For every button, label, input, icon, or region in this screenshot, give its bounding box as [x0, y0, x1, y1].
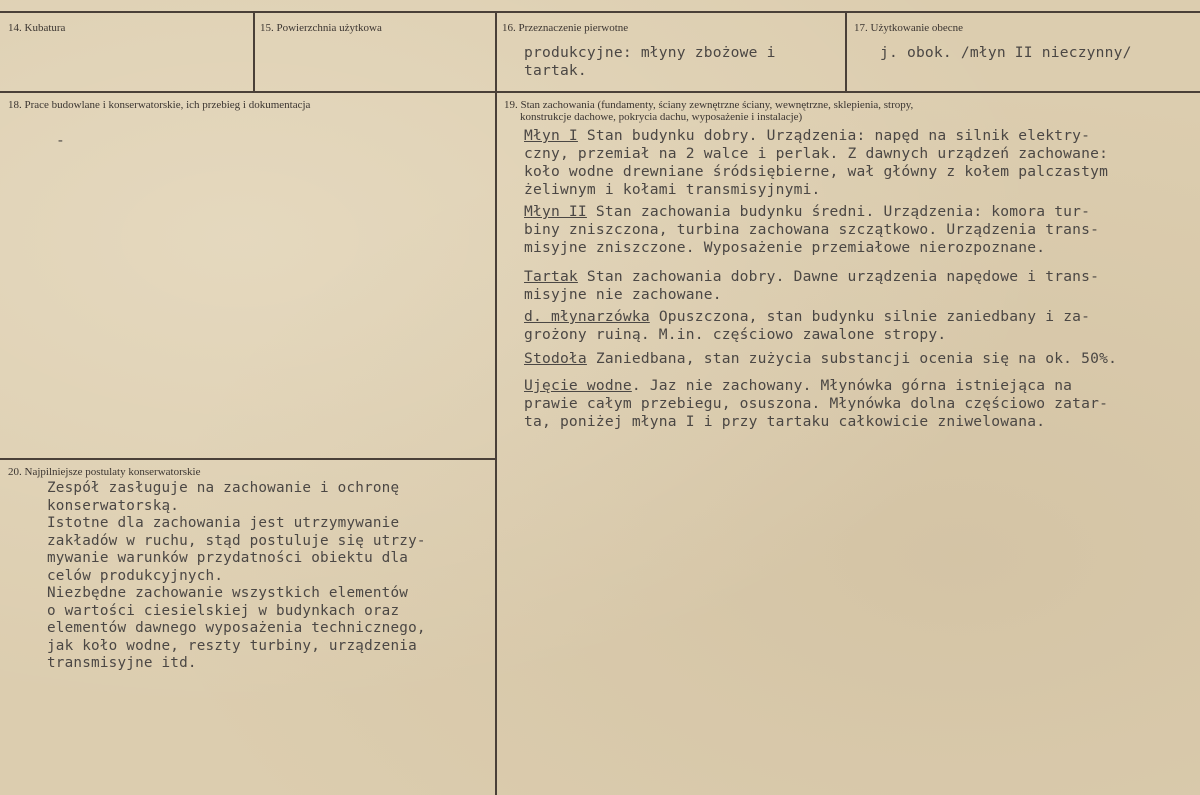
- field-16-value: [524, 44, 776, 80]
- condition-entry-mlyn-1: [524, 127, 1108, 199]
- text-line: Ujęcie wodne. Jaz nie zachowany. Młynówka górna istniejąca na: [524, 377, 1073, 394]
- entry-heading: Ujęcie wodne: [524, 377, 632, 394]
- text-line: celów produkcyjnych.: [47, 567, 224, 584]
- text-line: Tartak Stan zachowania dobry. Dawne urządzenia napędowe i trans-: [524, 268, 1100, 285]
- field-20-value: [47, 480, 426, 673]
- field-16-label: 16. Przeznaczenie pierwotne: [502, 22, 629, 34]
- field-20-label: 20. Najpilniejsze postulaty konserwatorskie: [8, 466, 201, 478]
- text-line: ta, poniżej młyna I i przy tartaku całkowicie zniwelowana.: [524, 413, 1046, 430]
- entry-heading: d. młynarzówka: [524, 308, 650, 325]
- text-line: zakładów w ruchu, stąd postuluje się utrzy-: [47, 532, 426, 549]
- label-line: konstrukcje dachowe, pokrycia dachu, wyposażenie i instalacje): [520, 111, 803, 123]
- condition-entry-stodola: [524, 350, 1117, 368]
- text-line: Istotne dla zachowania jest utrzymywanie: [47, 515, 400, 531]
- top-rule: [0, 11, 1200, 13]
- col-divider-16-17: [845, 11, 847, 93]
- condition-entry-tartak: [524, 268, 1099, 304]
- text-line: jak koło wodne, reszty turbiny, urządzenia: [47, 637, 417, 654]
- text-line: tartak.: [524, 62, 587, 79]
- field-17-value: j. obok. /młyn II nieczynny/: [880, 44, 1132, 61]
- condition-entry-mlyn-2: [524, 203, 1099, 257]
- text-line: o wartości ciesielskiej w budynkach oraz: [47, 602, 400, 619]
- text-line: misyjne nie zachowane.: [524, 286, 722, 303]
- text-line: mywanie warunków przydatności obiektu dla: [47, 550, 409, 566]
- entry-heading: Tartak: [524, 268, 578, 285]
- row-divider-1: [0, 91, 1200, 93]
- row-divider-2: [0, 458, 497, 460]
- text-line: misyjne zniszczone. Wyposażenie przemiałowe nierozpoznane.: [524, 239, 1046, 256]
- col-divider-15-16: [495, 11, 497, 795]
- text-line: grożony ruiną. M.in. częściowo zawalone stropy.: [524, 326, 947, 343]
- text-line: produkcyjne: młyny zbożowe i: [524, 44, 776, 61]
- text-line: Młyn I Stan budynku dobry. Urządzenia: napęd na silnik elektry-: [524, 127, 1091, 144]
- text-line: czny, przemiał na 2 walce i perlak. Z dawnych urządzeń zachowane:: [524, 145, 1109, 162]
- text-line: konserwatorską.: [47, 497, 180, 514]
- text-line: żeliwnym i kołami transmisyjnymi.: [524, 181, 821, 198]
- text-line: Zespół zasługuje na zachowanie i ochronę: [47, 480, 400, 496]
- text-line: d. młynarzówka Opuszczona, stan budynku silnie zaniedbany i za-: [524, 308, 1091, 325]
- text-line: elementów dawnego wyposażenia technicznego,: [47, 620, 426, 636]
- text-line: Młyn II Stan zachowania budynku średni. Urządzenia: komora tur-: [524, 203, 1091, 220]
- text-line: Stodoła Zaniedbana, stan zużycia substancji ocenia się na ok. 50%.: [524, 350, 1118, 367]
- condition-entry-ujecie-wodne: [524, 377, 1108, 431]
- entry-heading: Stodoła: [524, 350, 587, 367]
- field-17-label: 17. Użytkowanie obecne: [854, 22, 964, 34]
- field-19-label: [504, 99, 913, 123]
- entry-heading: Młyn I: [524, 127, 578, 144]
- text-line: prawie całym przebiegu, osuszona. Młynówka dolna częściowo zatar-: [524, 395, 1109, 412]
- text-line: transmisyjne itd.: [47, 655, 197, 671]
- field-18-label: 18. Prace budowlane i konserwatorskie, ich przebieg i dokumentacja: [8, 99, 311, 111]
- text-line: biny zniszczona, turbina zachowana szczątkowo. Urządzenia trans-: [524, 221, 1100, 238]
- label-line: 19. Stan zachowania (fundamenty, ściany zewnętrzne ściany, wewnętrzne, sklepienia, stropy,: [504, 99, 914, 111]
- condition-entry-mlynarzowka: [524, 308, 1090, 344]
- field-15-label: 15. Powierzchnia użytkowa: [260, 22, 382, 34]
- col-divider-14-15: [253, 11, 255, 93]
- field-18-value: -: [56, 132, 65, 149]
- field-14-label: 14. Kubatura: [8, 22, 66, 34]
- text-line: koło wodne drewniane śródsiębierne, wał główny z kołem palczastym: [524, 163, 1109, 180]
- entry-heading: Młyn II: [524, 203, 587, 220]
- text-line: Niezbędne zachowanie wszystkich elementów: [47, 585, 409, 601]
